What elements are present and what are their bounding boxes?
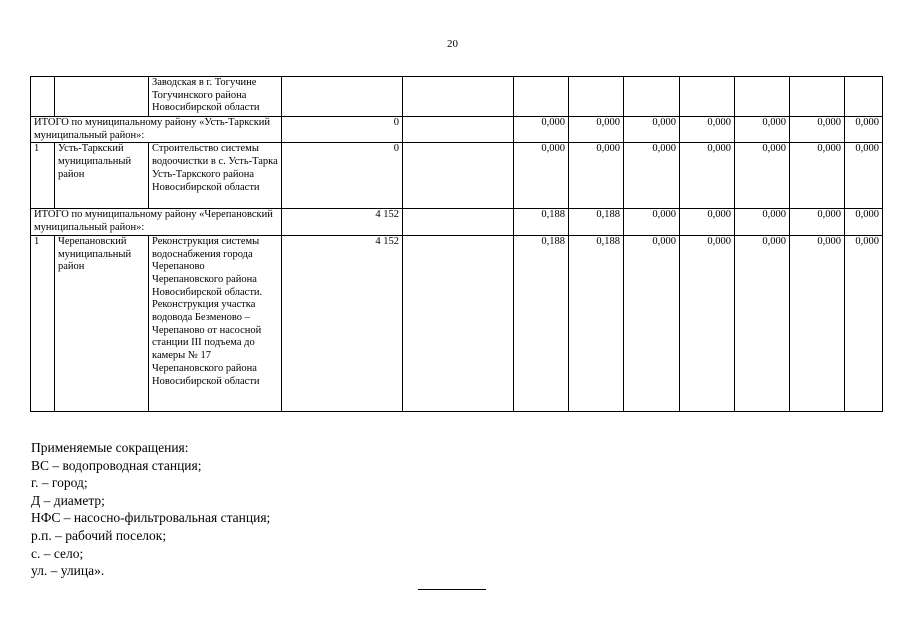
value-cell: 0: [282, 143, 403, 209]
value-cell: 0,000: [514, 143, 569, 209]
value-cell: [403, 235, 514, 411]
value-cell: 0,000: [569, 117, 624, 143]
table-row: [31, 235, 883, 411]
value-cell: [790, 77, 845, 117]
value-cell: 0,000: [514, 117, 569, 143]
value-cell: 0: [282, 117, 403, 143]
total-label-cell: ИТОГО по муниципальному району «Черепановский муниципальный район»:: [31, 209, 282, 235]
value-cell: 0,000: [624, 117, 680, 143]
value-cell: 0,000: [569, 143, 624, 209]
value-cell: [845, 77, 883, 117]
total-label-cell: ИТОГО по муниципальному району «Усть-Таркский муниципальный район»:: [31, 117, 282, 143]
abbreviation-line: Д – диаметр;: [31, 492, 105, 508]
value-cell: [403, 77, 514, 117]
project-cell: Строительство системы водоочистки в с. Усть-Тарка Усть-Таркского района Новосибирской области: [149, 143, 282, 209]
table-body: [31, 77, 883, 412]
district-cell: Черепановский муниципальный район: [55, 235, 149, 411]
value-cell: 0,000: [624, 235, 680, 411]
value-cell: 0,000: [680, 143, 735, 209]
abbreviation-line: НФС – насосно-фильтровальная станция;: [31, 510, 271, 526]
value-cell: [569, 77, 624, 117]
row-number-cell: [31, 77, 55, 117]
value-cell: 0,188: [514, 209, 569, 235]
value-cell: [514, 77, 569, 117]
value-cell: 0,000: [735, 235, 790, 411]
abbreviation-line: с. – село;: [31, 545, 84, 561]
value-cell: 0,000: [735, 117, 790, 143]
table-total-row: [31, 209, 883, 235]
value-cell: 0,000: [845, 143, 883, 209]
value-cell: 0,000: [790, 143, 845, 209]
table-row: [31, 143, 883, 209]
value-cell: 0,000: [845, 117, 883, 143]
value-cell: 4 152: [282, 209, 403, 235]
value-cell: 0,000: [624, 209, 680, 235]
value-cell: [624, 77, 680, 117]
value-cell: 0,000: [735, 209, 790, 235]
abbreviation-line: ВС – водопроводная станция;: [31, 457, 202, 473]
table-row: [31, 77, 883, 117]
value-cell: 0,000: [680, 209, 735, 235]
page-number: 20: [447, 38, 458, 50]
value-cell: [680, 77, 735, 117]
abbreviation-line: р.п. – рабочий поселок;: [31, 527, 167, 543]
value-cell: 0,000: [735, 143, 790, 209]
value-cell: 0,188: [514, 235, 569, 411]
abbreviation-line: ул. – улица».: [31, 563, 105, 579]
project-cell: Заводская в г. Тогучине Тогучинского района Новосибирской области: [149, 77, 282, 117]
district-cell: Усть-Таркский муниципальный район: [55, 143, 149, 209]
value-cell: 0,188: [569, 209, 624, 235]
data-table: [30, 76, 883, 412]
abbreviation-line: г. – город;: [31, 475, 88, 491]
value-cell: 0,000: [790, 117, 845, 143]
value-cell: 0,000: [845, 209, 883, 235]
value-cell: 0,000: [790, 235, 845, 411]
abbreviations-heading: Применяемые сокращения:: [31, 440, 189, 455]
abbreviations-block: [31, 439, 270, 580]
table-total-row: [31, 117, 883, 143]
row-number-cell: 1: [31, 143, 55, 209]
value-cell: 0,000: [790, 209, 845, 235]
value-cell: 4 152: [282, 235, 403, 411]
end-divider: [418, 589, 486, 590]
value-cell: [403, 117, 514, 143]
project-cell: Реконструкция системы водоснабжения города Черепаново Черепановского района Новосибирской области. Реконструкция участка водовода Безменово – Черепаново от насосной станции III подъема до камеры № 17 Черепановского района Новосибирской области: [149, 235, 282, 411]
value-cell: [403, 143, 514, 209]
value-cell: 0,000: [624, 143, 680, 209]
row-number-cell: 1: [31, 235, 55, 411]
value-cell: 0,000: [680, 235, 735, 411]
value-cell: [282, 77, 403, 117]
value-cell: [735, 77, 790, 117]
value-cell: 0,000: [845, 235, 883, 411]
value-cell: 0,000: [680, 117, 735, 143]
value-cell: [403, 209, 514, 235]
district-cell: [55, 77, 149, 117]
value-cell: 0,188: [569, 235, 624, 411]
